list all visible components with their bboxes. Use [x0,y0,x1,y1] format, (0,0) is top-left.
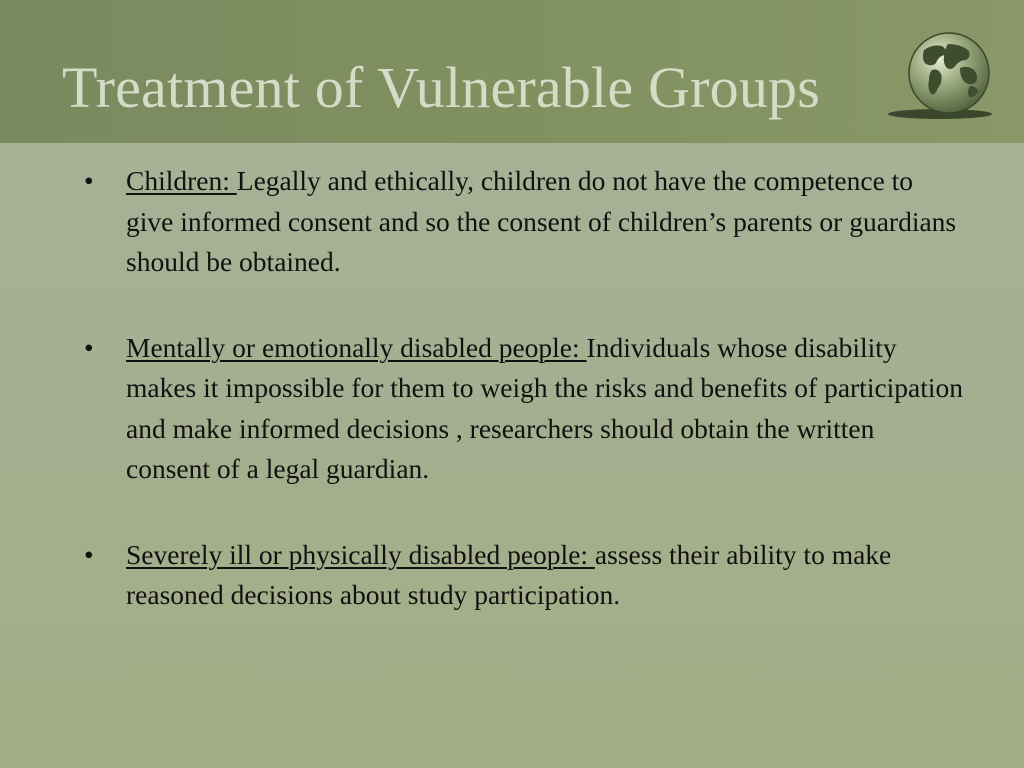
bullet-marker: • [84,331,94,363]
slide-title: Treatment of Vulnerable Groups [62,55,820,120]
bullet-list [84,161,964,661]
bullet-term: Mentally or emotionally disabled people: [126,331,587,363]
bullet-children [84,161,964,283]
globe-icon [886,30,996,122]
bullet-text: Individuals whose disability makes it impossible for them to weigh the risks and benefits of participation and make informed decisions , researchers should obtain the written consent of a legal guardian. [126,331,964,484]
bullet-physically-disabled [84,535,964,616]
bullet-mentally-disabled [84,328,964,490]
bullet-term: Severely ill or physically disabled people: [126,538,595,570]
bullet-text: Legally and ethically, children do not have the competence to give informed consent and so the consent of children’s parents or guardians should be obtained. [126,165,957,277]
bullet-marker: • [84,538,94,570]
bullet-marker: • [84,165,94,196]
bullet-text: assess their ability to make reasoned decisions about study participation. [126,538,892,610]
bullet-term: Children: [126,165,237,196]
title-bar [0,0,1024,143]
